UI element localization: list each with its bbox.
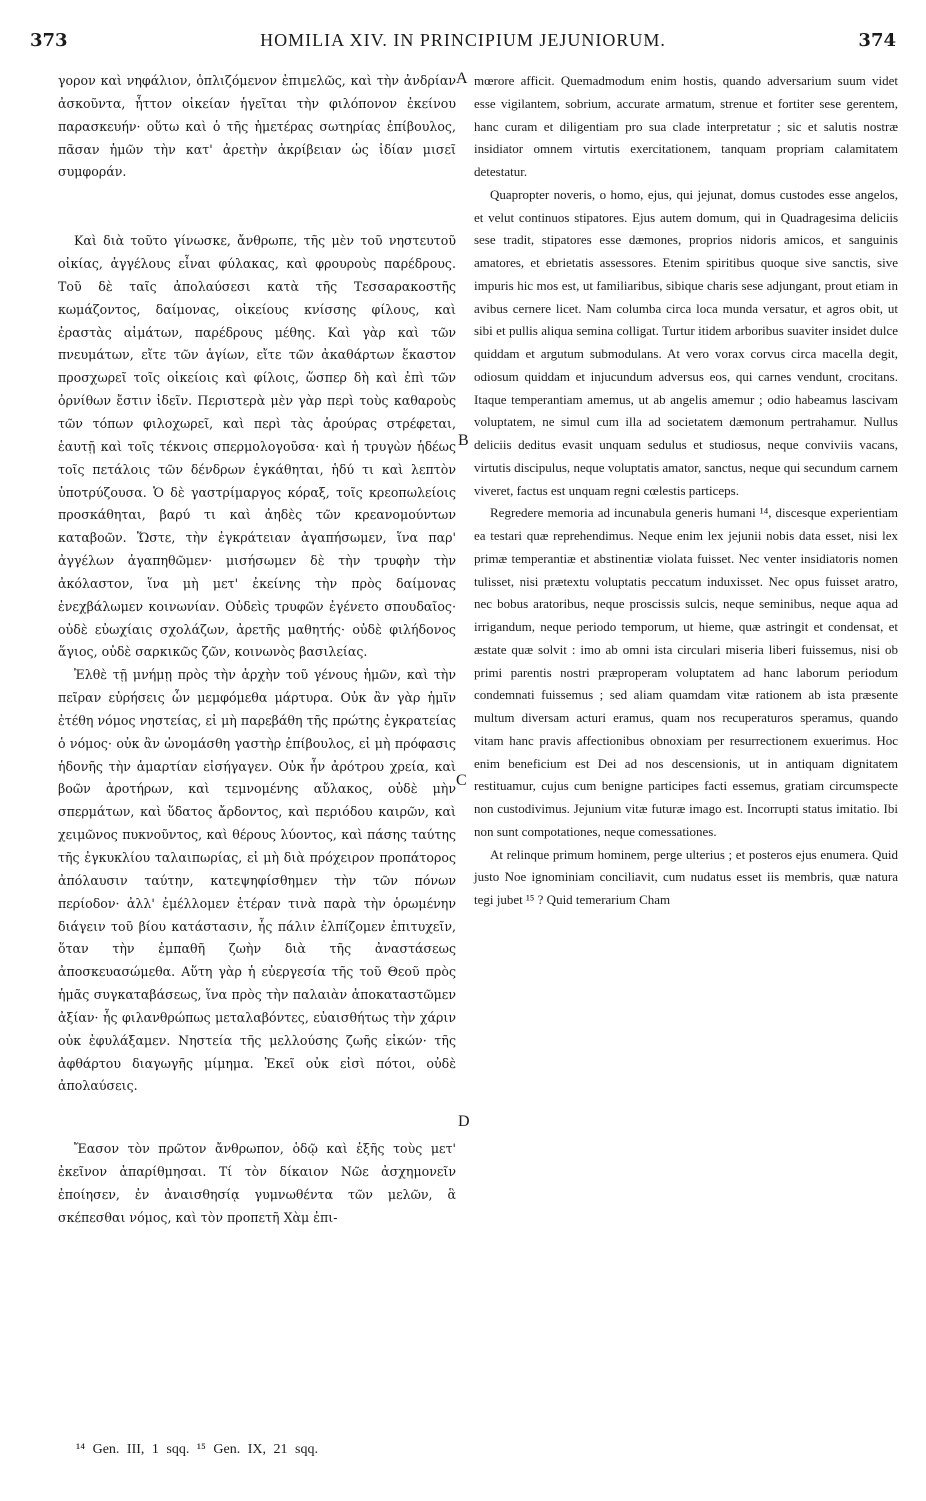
section-marker-b: B (458, 432, 469, 449)
footnotes: ¹⁴ Gen. III, 1 sqq. ¹⁵ Gen. IX, 21 sqq. (76, 1442, 318, 1457)
right-page-number: 374 (858, 30, 896, 51)
latin-column (474, 70, 898, 912)
section-marker-a: A (456, 70, 468, 87)
left-page-number: 373 (30, 30, 68, 51)
latin-paragraph-2: Quapropter noveris, o homo, ejus, qui jejunat, domus custodes esse angelos, et velut continuos stipatores. Ejus autem domum, qui in Quadragesima deliciis sese tradit, stipatores esse dæmones, proprios nidoris amicos, et sanguinis amatores, et ebrietatis assessores. Etenim spiritibus quoque sive sanctis, sive impuris hic mos est, ut familiaribus, sibique charis sese adjungant, prout etiam in avibus cernere licet. Nam columba circa loca munda versatur, et agros obit, ut sibi et pullis aliqua semina colligat. Turtur itidem arboribus suaviter insidet dulce quiddam et argutum submodulans. At vero vorax corvus circa macella degit, odiosum quiddam et injucundum adversus eos, qui carnes vendunt, crocitans. Itaque temperantiam amemus, ut ab angelis amemur ; odio habeamus lascivam voluptatem, ne simul cum illa ad societatem dæmonum pertrahamur. Nullus deliciis deditus evasit unquam sedulus et studiosus, neque conviviis vacans, virtutis discipulus, neque voluptatis amator, sanctus, neque qui secundum carnem viveret, factus est unquam regni cœlestis particeps. (474, 186, 898, 498)
latin-paragraph-4: At relinque primum hominem, perge ulterius ; et posteros ejus enumera. Quid justo Noe ignominiam conciliavit, cum nudatus esset iis membris, quæ natura tegi jubet ¹⁵ ? Quid temerarium Cham (474, 846, 898, 907)
greek-paragraph-1: γορον καὶ νηφάλιον, ὁπλιζόμενον ἐπιμελῶς, καὶ τὴν ἀνδρίαν ἀσκοῦντα, ἧττον οἰκείαν ἡγεῖται τὴν φιλόπονον ἐκείνου παρασκευήν· οὕτω καὶ ὁ τῆς ἡμετέρας σωτηρίας ἐπίβουλος, πᾶσαν ἡμῶν τὴν κατ' ἀρετὴν ἀκρίβειαν ὡς ἰδίαν μισεῖ συμφοράν. (58, 73, 456, 180)
greek-paragraph-2: Καὶ διὰ τοῦτο γίνωσκε, ἄνθρωπε, τῆς μὲν τοῦ νηστευτοῦ οἰκίας, ἀγγέλους εἶναι φύλακας, καὶ φρουροὺς παρέδρους. Τοῦ δὲ ταῖς ἀπολαύσεσι κατὰ τῆς Τεσσαρακοστῆς κωμάζοντος, δαίμονας, οἰκείους κνίσσης φίλους, καὶ ἐραστὰς αἱμάτων, παρέδρους μέθης. Καὶ γὰρ καὶ τῶν πνευμάτων, εἴτε τῶν ἁγίων, εἴτε τῶν ἀκαθάρτων ἕκαστον προσχωρεῖ τοῖς οἰκείοις καὶ φίλοις, ὥσπερ δὴ καὶ ἐπὶ τῶν ὀρνίθων ἔστιν ἰδεῖν. Περιστερὰ μὲν γὰρ περὶ τοὺς καθαροὺς τῶν τόπων φιλοχωρεῖ, καὶ περὶ τὰς ἀρούρας στρέφεται, ἑαυτῇ καὶ τοῖς τέκνοις σπερμολογοῦσα· καὶ ἡ τρυγὼν ἡδέως τοῖς πετάλοις τῶν δένδρων ἐγκάθηται, ἡδύ τι καὶ λεπτὸν ὑποτρύζουσα. Ὁ δὲ γαστρίμαργος κόραξ, τοῖς κρεοπωλείοις προσκάθηται, βαρύ τι καὶ ἀηδὲς τῶν κρεανομούντων καταβοῶν. Ὥστε, τὴν ἐγκράτειαν ἀγαπήσωμεν, ἵνα παρ' ἀγγέλων ἀγαπηθῶμεν· μισήσωμεν δὲ τὴν τρυφὴν τὴν ἀκόλαστον, ἵνα μὴ μετ' ἐκείνης τὴν πρὸς δαίμονας ἐνεχβάλωμεν κοινωνίαν. Οὐδεὶς τρυφῶν ἐγένετο σπουδαῖος· οὐδὲ εὐωχίαις σχολάζων, ἀρετῆς μαθητής· οὐδὲ φιλήδονος ἅγιος, οὐδὲ σαρκικῶς ζῶν, κοινωνὸς βασιλείας. (58, 233, 456, 660)
running-title: HOMILIA XIV. IN PRINCIPIUM JEJUNIORUM. (260, 30, 666, 50)
section-marker-c: C (456, 772, 467, 789)
page-header (30, 30, 896, 58)
section-marker-d: D (458, 1113, 470, 1130)
greek-paragraph-3: Ἐλθὲ τῇ μνήμῃ πρὸς τὴν ἀρχὴν τοῦ γένους ἡμῶν, καὶ τὴν πεῖραν εὑρήσεις ὧν μεμφόμεθα μάρτυρα. Οὐκ ἂν γὰρ ἡμῖν ἐτέθη νόμος νηστείας, εἰ μὴ παρεβάθη τῆς πρώτης ἐγκρατείας ὁ νόμος· οὐκ ἂν ὠνομάσθη γαστὴρ ἐπίβουλος, εἰ μὴ πρόφασις ἡδονῆς τὴν ἁμαρτίαν εἰσήγαγεν. Οὐκ ἦν ἀρότρου χρεία, καὶ βοῶν ἀροτήρων, καὶ τεμνομένης αὔλακος, οὐδὲ μὴν σπερμάτων, καὶ ὕδατος ἄρδοντος, καὶ περιόδου καιρῶν, καὶ χειμῶνος πυκνοῦντος, καὶ θέρους λύοντος, καὶ πάσης ταύτης τῆς ἐγκυκλίου ταλαιπωρίας, εἰ μὴ διὰ πρόχειρον προπάτορος ἀπόλαυσιν ταύτην, κατεψηφίσθημεν τὴν τῶν πόνων περίοδον· ἀλλ' ἐμέλλομεν ἑτέραν τινὰ παρὰ τὴν ὁρωμένην διάγειν τοῦ βίου κατάστασιν, ἧς πάλιν ἐλπίζομεν ἐπιτυχεῖν, ὅταν τὴν ἐμπαθῆ ζωὴν διὰ τῆς ἀναστάσεως ἀποσκευασώμεθα. Αὕτη γὰρ ἡ εὐεργεσία τῆς τοῦ Θεοῦ πρὸς ἡμᾶς συγκαταβάσεως, ἵνα πρὸς τὴν παλαιὰν ἀποκαταστῶμεν ἀξίαν· ἧς φιλανθρώπως μεταλαβόντες, εὐαισθήτως τὴν χάριν οὐκ ἐφυλάξαμεν. Νηστεία τῆς μελλούσης ζωῆς εἰκών· τῆς ἀφθάρτου διαγωγῆς μίμημα. Ἐκεῖ οὐκ εἰσὶ πότοι, οὐδὲ ἀπολαύσεις. (58, 667, 456, 1094)
latin-paragraph-3: Regredere memoria ad incunabula generis humani ¹⁴, discesque experientiam ea testari quæ reprehendimus. Neque enim lex jejunii nobis data esset, nisi lex primæ temperantiæ et abstinentiæ violata fuisset. Nec venter insidiatoris nomen tulisset, nisi prætextu voluptatis peccatum induxisset. Nec opus fuisset aratro, nec bobus aratoribus, neque proscissis sulcis, neque seminibus, neque aqua ad irrigandum, neque periodo temporum, ut hieme, quæ astringit et condensat, et æstate quæ solvit : imo ab omni ista circulari miseria liberi fuissemus, nisi ob primi parentis nostri præproperam voluptatem ad hanc laborum periodum condemnati fuissemus ; sed aliam quamdam vitæ rationem ab ista præsente multum diversam acturi eramus, quam nos recuperaturos speramus, quando vitam hanc pravis affectionibus obnoxiam per resurrectionem exuerimus. Hoc enim beneficium est Dei ad nos descensionis, ut in antiquam dignitatem restituamur, cujus cum benigne participes facti essemus, gratiam circumspecte non custodivimus. Jejunium vitæ futuræ imago est. Incorrupti status imitatio. Ibi non sunt compotationes, neque comessationes. (474, 505, 898, 839)
greek-column (58, 70, 456, 1230)
greek-paragraph-4: Ἔασον τὸν πρῶτον ἄνθρωπον, ὁδῷ καὶ ἑξῆς τοὺς μετ' ἐκεῖνον ἀπαρίθμησαι. Τί τὸν δίκαιον Νῶε ἀσχημονεῖν ἐποίησεν, ἐν ἀναισθησίᾳ γυμνωθέντα τῶν μελῶν, ἃ σκέπεσθαι νόμος, καὶ τὸν προπετῆ Χὰμ ἐπι- (58, 1141, 456, 1225)
latin-paragraph-1: mœrore afficit. Quemadmodum enim hostis, quando adversarium suum videt esse vigilantem, sobrium, accurate armatum, strenue et fortiter sese gerentem, hanc curam et diligentiam pro sua clade interpretatur ; sic et salutis nostræ insidiator omnem virtutis exercitationem, tanquam propriam calamitatem detestatur. (474, 73, 898, 179)
